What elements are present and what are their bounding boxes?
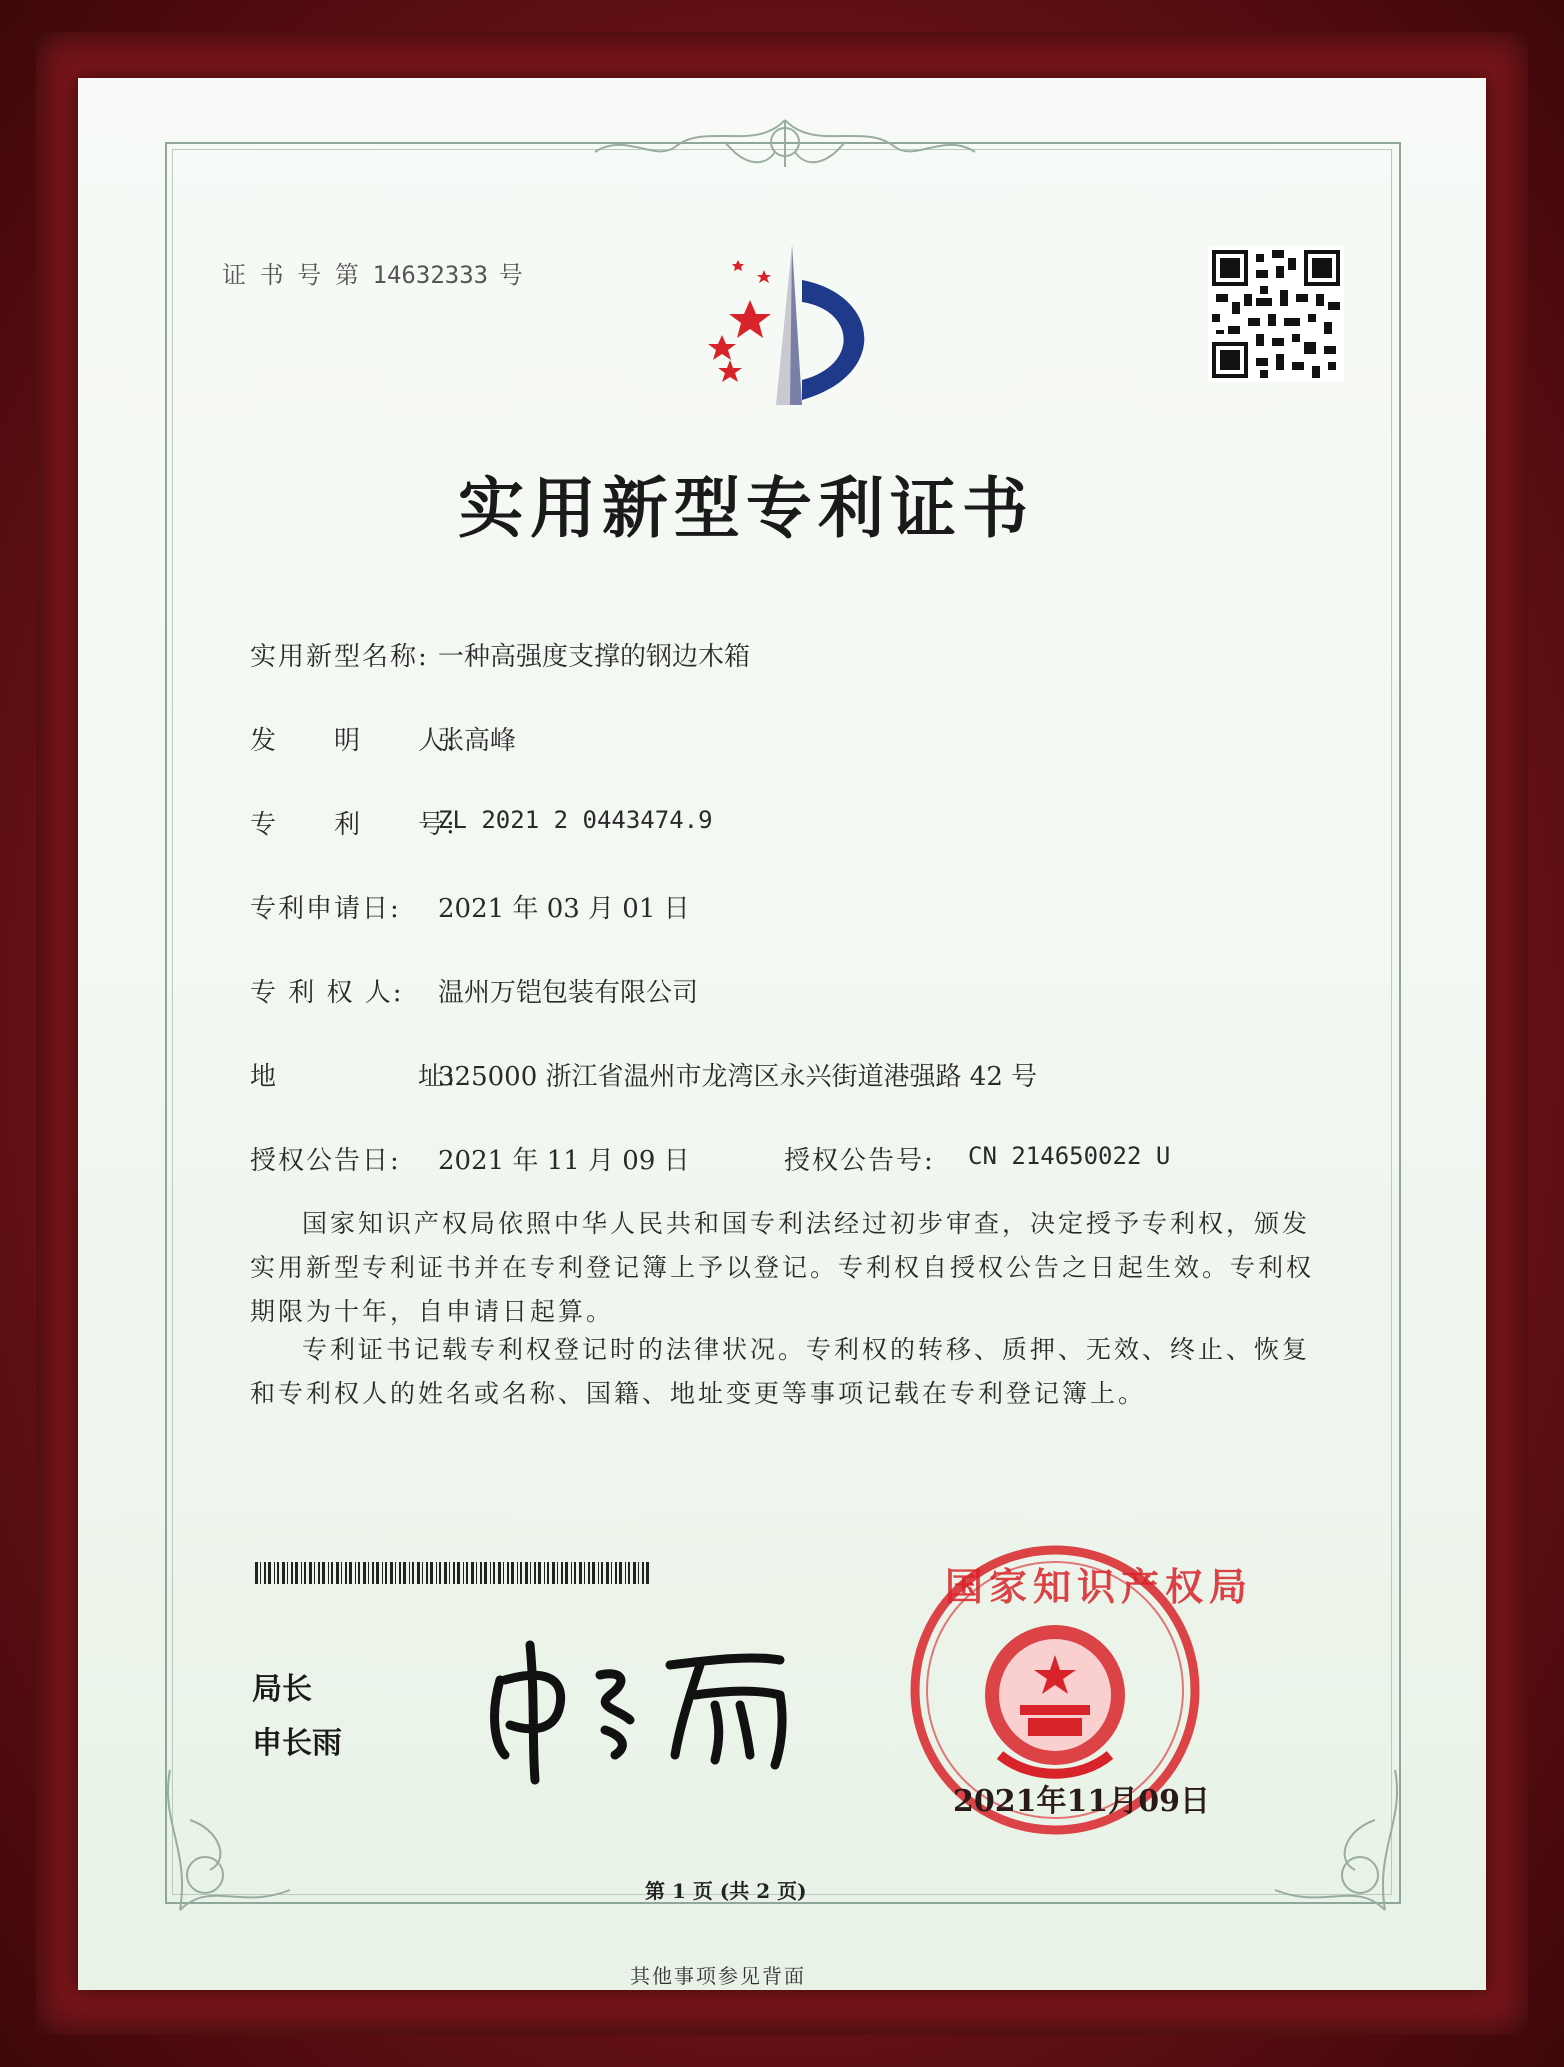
seal-text: 国家知识产权局 [945,1565,1254,1609]
certificate-number [222,255,526,290]
certificate-number-suffix: 号 [498,261,526,289]
grant-number-value: CN 214650022 U [968,1142,1171,1170]
bottom-right-ornament-icon [1265,1760,1415,1920]
patent-number-value: ZL 2021 2 0443474.9 [438,806,713,834]
grant-date-value: 2021 年 11 月 09 日 [438,1146,690,1176]
director-signature [480,1635,800,1785]
barcode-icon [255,1562,655,1584]
filing-date-label: 专利申请日: [250,894,401,924]
inventor-value: 张高峰 [438,726,517,756]
patentee-value: 温州万铠包装有限公司 [438,978,699,1008]
certificate-title: 实用新型专利证书 [458,470,1034,547]
certificate-paragraph-1: 国家知识产权局依照中华人民共和国专利法经过初步审查，决定授予专利权，颁发实用新型专利证书并在专利登记簿上予以登记。专利权自授权公告之日起生效。专利权期限为十年，自申请日起算。 [250,1209,1315,1326]
patent-office-logo-icon [680,240,890,410]
top-ornament-icon [575,112,995,174]
address-label: 地 址: [250,1062,457,1092]
patentee-label: 专 利 权 人: [250,978,404,1008]
seal-date: 2021年11月09日 [953,1784,1210,1819]
filing-date-value: 2021 年 03 月 01 日 [438,894,690,924]
bottom-left-ornament-icon [150,1760,300,1920]
director-title: 局长 [252,1672,312,1707]
inventor-label: 发 明 人: [250,726,457,756]
certificate-paragraph-2: 专利证书记载专利权登记时的法律状况。专利权的转移、质押、无效、终止、恢复和专利权人的姓名或名称、国籍、地址变更等事项记载在专利登记簿上。 [250,1335,1311,1408]
director-name: 申长雨 [252,1726,342,1761]
address-value: 325000 浙江省温州市龙湾区永兴街道港强路 42 号 [438,1062,1038,1092]
patent-number-label: 专 利 号: [250,810,457,840]
grant-date-label: 授权公告日: [250,1146,401,1176]
utility-model-name-value: 一种高强度支撑的钢边木箱 [438,642,751,672]
certificate-number-label: 证 书 号 第 [222,261,362,289]
qr-code-icon [1208,246,1344,382]
certificate-number-value: 14632333 [372,261,489,289]
utility-model-name-label: 实用新型名称: [250,642,429,672]
page-info: 第 1 页 (共 2 页) [645,1879,807,1903]
grant-number-label: 授权公告号: [784,1146,935,1176]
back-note: 其他事项参见背面 [630,1964,806,1988]
